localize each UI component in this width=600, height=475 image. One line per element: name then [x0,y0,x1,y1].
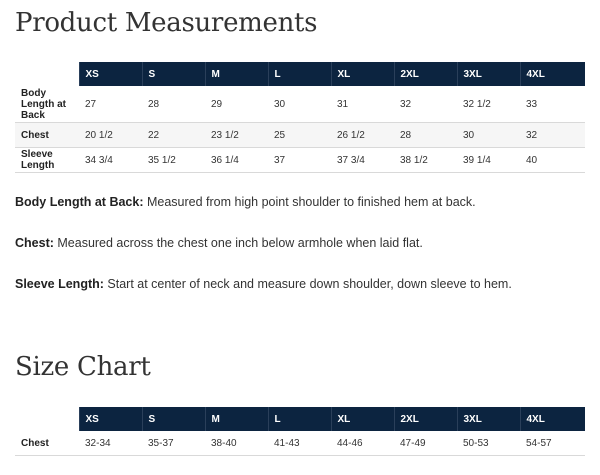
table-cell: 35-37 [142,431,205,456]
table-cell: 41-43 [268,431,331,456]
table-cell: 23 1/2 [205,123,268,148]
table-cell: 26 1/2 [331,123,394,148]
size-header: M [205,407,268,431]
size-chart-table [15,407,585,456]
table-cell: 27 [79,86,142,123]
table-cell: 20 1/2 [79,123,142,148]
size-header: 3XL [457,407,520,431]
row-label: Body Length at Back [15,86,79,123]
table-cell: 38 1/2 [394,148,457,173]
note-chest [15,236,585,250]
table-cell: 40 [520,148,585,173]
size-header-row [15,62,585,86]
row-label: Sleeve Length [15,148,79,173]
table-cell: 32 1/2 [457,86,520,123]
table-cell: 30 [457,123,520,148]
note-text: Measured across the chest one inch below armhole when laid flat. [53,236,423,250]
table-cell: 31 [331,86,394,123]
table-cell: 34 3/4 [79,148,142,173]
table-cell: 54-57 [520,431,585,456]
size-header: XL [331,62,394,86]
table-cell: 32 [520,123,585,148]
row-label: Chest [15,123,79,148]
note-term: Sleeve Length: [15,277,104,291]
table-row-body-length [15,86,585,123]
table-cell: 32-34 [79,431,142,456]
header-blank-cell [15,407,79,431]
size-header: 2XL [394,407,457,431]
table-cell: 30 [268,86,331,123]
table-cell: 28 [394,123,457,148]
table-cell: 33 [520,86,585,123]
size-header: XS [79,407,142,431]
product-measurements-heading: Product Measurements [15,8,318,38]
note-text: Start at center of neck and measure down shoulder, down sleeve to hem. [103,277,512,291]
size-header: L [268,62,331,86]
table-cell: 50-53 [457,431,520,456]
size-header: 2XL [394,62,457,86]
note-sleeve-length [15,277,585,291]
size-header: 3XL [457,62,520,86]
product-measurements-table [15,62,585,173]
note-body-length [15,195,585,209]
table-cell: 38-40 [205,431,268,456]
row-label: Chest [15,431,79,456]
table-cell: 29 [205,86,268,123]
table-row-sleeve-length [15,148,585,173]
table-row-chest [15,431,585,456]
size-chart-heading: Size Chart [15,352,151,382]
size-header: L [268,407,331,431]
size-header: XS [79,62,142,86]
table-cell: 37 [268,148,331,173]
table-cell: 22 [142,123,205,148]
table-cell: 25 [268,123,331,148]
size-header: 4XL [520,407,585,431]
table-cell: 39 1/4 [457,148,520,173]
size-header-row [15,407,585,431]
table-cell: 36 1/4 [205,148,268,173]
size-header: XL [331,407,394,431]
table-cell: 32 [394,86,457,123]
size-header: M [205,62,268,86]
note-term: Chest: [15,236,54,250]
note-term: Body Length at Back: [15,195,144,209]
header-blank-cell [15,62,79,86]
table-cell: 35 1/2 [142,148,205,173]
table-row-chest [15,123,585,148]
table-cell: 44-46 [331,431,394,456]
note-text: Measured from high point shoulder to finished hem at back. [143,195,476,209]
table-cell: 28 [142,86,205,123]
table-cell: 37 3/4 [331,148,394,173]
table-cell: 47-49 [394,431,457,456]
size-header: S [142,62,205,86]
size-header: 4XL [520,62,585,86]
size-header: S [142,407,205,431]
